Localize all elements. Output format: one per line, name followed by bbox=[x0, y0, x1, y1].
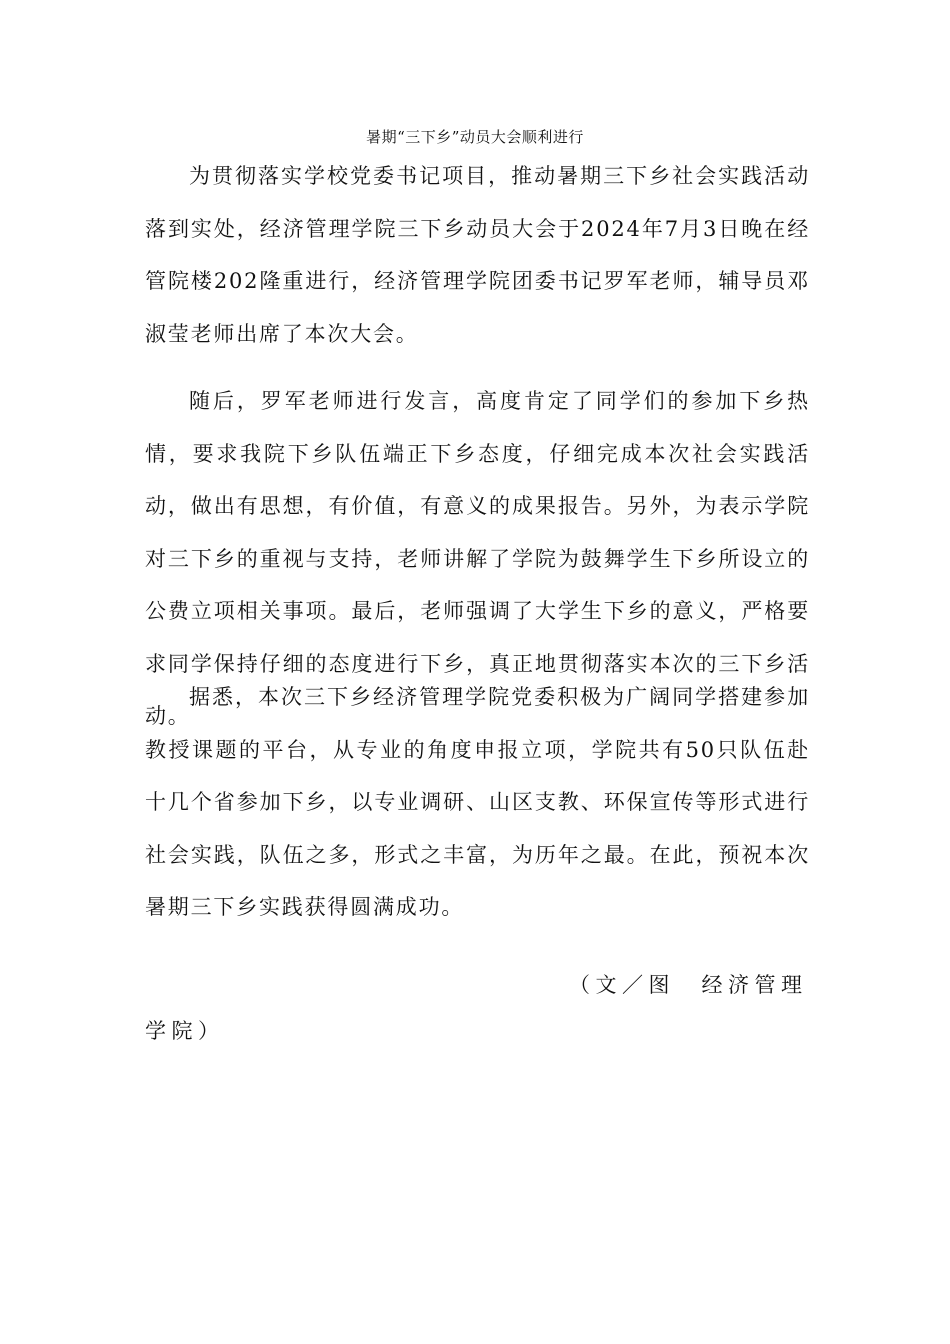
paragraph-2: 随后，罗军老师进行发言，高度肯定了同学们的参加下乡热情，要求我院下乡队伍端正下乡态度，仔细完成本次社会实践活动，做出有思想，有价值，有意义的成果报告。另外，为表示学院对三下乡的重视与支持，老师讲解了学院为鼓舞学生下乡所设立的公费立项相关事项。最后，老师强调了大学生下乡的意义，严格要求同学保持仔细的态度进行下乡，真正地贯彻落实本次的三下乡活动。 bbox=[145, 389, 810, 728]
article-title: 暑期“三下乡”动员大会顺利进行 bbox=[366, 128, 584, 146]
author-credit: （文／图 经济管理学院） bbox=[145, 973, 808, 1043]
paragraph-3: 据悉，本次三下乡经济管理学院党委积极为广阔同学搭建参加教授课题的平台，从专业的角度申报立项，学院共有50只队伍赴十几个省参加下乡，以专业调研、山区支教、环保宣传等形式进行社会实践，队伍之多，形式之丰富，为历年之最。在此，预祝本次暑期三下乡实践获得圆满成功。 bbox=[145, 685, 810, 919]
paragraph-1: 为贯彻落实学校党委书记项目，推动暑期三下乡社会实践活动落到实处，经济管理学院三下乡动员大会于2024年7月3日晚在经管院楼202隆重进行，经济管理学院团委书记罗军老师，辅导员邓淑莹老师出席了本次大会。 bbox=[145, 164, 810, 346]
